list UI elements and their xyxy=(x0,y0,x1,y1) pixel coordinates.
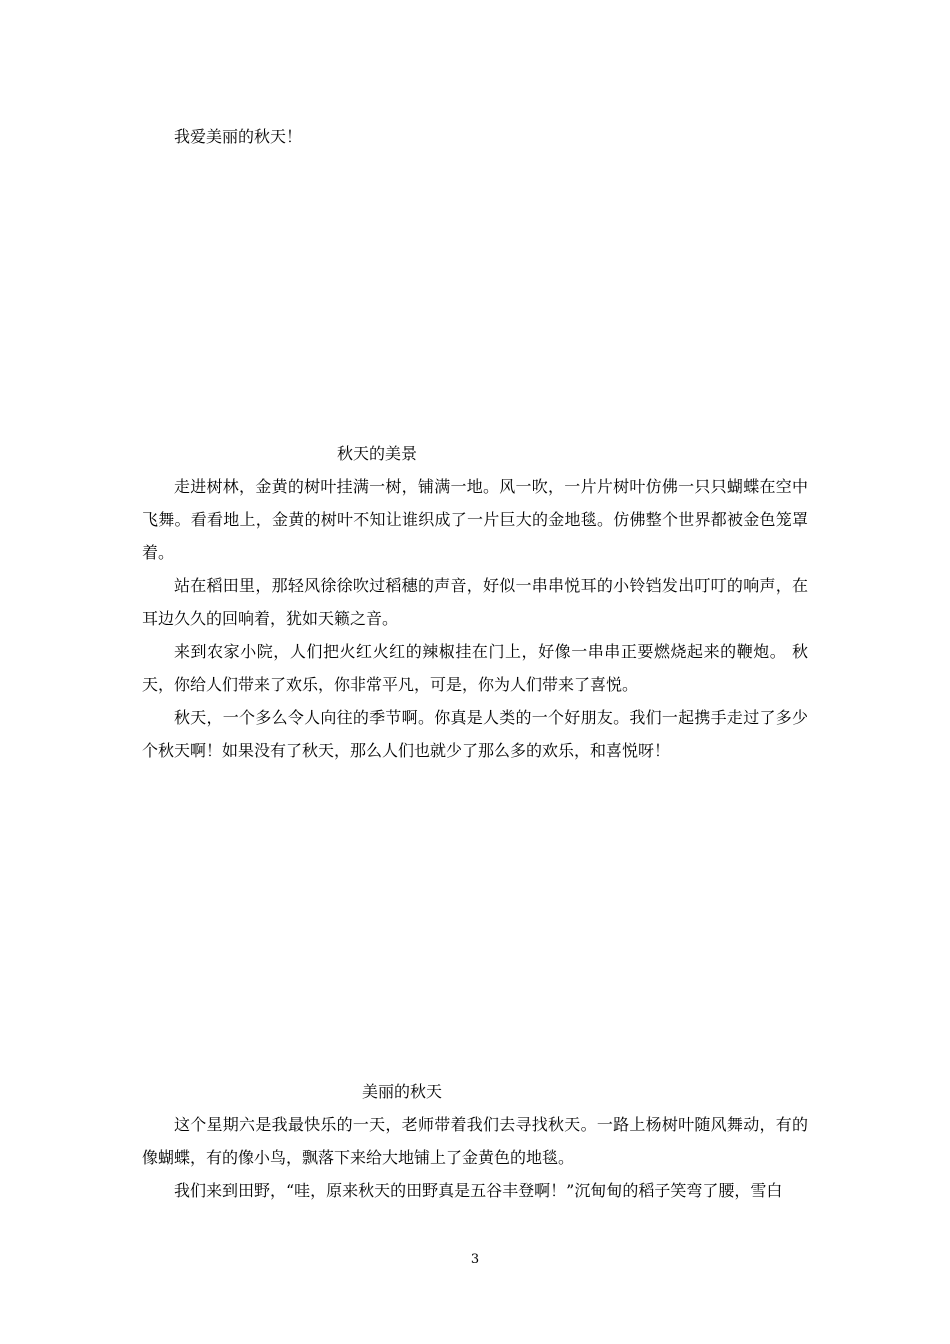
essay-1-title: 秋天的美景 xyxy=(337,444,418,463)
essay-1-paragraph: 站在稻田里，那轻风徐徐吹过稻穗的声音，好似一串串悦耳的小铃铛发出叮叮的响声，在耳边久久的回响着，犹如天籁之音。 xyxy=(142,576,808,628)
essay-1-paragraph: 秋天，一个多么令人向往的季节啊。你真是人类的一个好朋友。我们一起携手走过了多少个秋天啊！如果没有了秋天，那么人们也就少了那么多的欢乐，和喜悦呀！ xyxy=(142,708,808,760)
essay-2-body xyxy=(142,1108,808,1207)
essay-2-title: 美丽的秋天 xyxy=(362,1082,443,1101)
essay-2-paragraph: 我们来到田野，“哇，原来秋天的田野真是五谷丰登啊！”沉甸甸的稻子笑弯了腰，雪白 xyxy=(174,1181,783,1200)
previous-essay-closing-line: 我爱美丽的秋天！ xyxy=(174,127,303,146)
essay-1-paragraph: 来到农家小院，人们把火红火红的辣椒挂在门上，好像一串串正要燃烧起来的鞭炮。 秋天，你给人们带来了欢乐，你非常平凡，可是，你为人们带来了喜悦。 xyxy=(142,642,808,694)
essay-1-paragraph: 走进树林，金黄的树叶挂满一树，铺满一地。风一吹，一片片树叶仿佛一只只蝴蝶在空中飞舞。看看地上，金黄的树叶不知让谁织成了一片巨大的金地毯。仿佛整个世界都被金色笼罩着。 xyxy=(142,477,808,562)
page-number: 3 xyxy=(470,1252,480,1267)
essay-2-paragraph: 这个星期六是我最快乐的一天，老师带着我们去寻找秋天。一路上杨树叶随风舞动，有的像蝴蝶，有的像小鸟，飘落下来给大地铺上了金黄色的地毯。 xyxy=(142,1115,808,1167)
essay-1-body xyxy=(142,470,808,767)
